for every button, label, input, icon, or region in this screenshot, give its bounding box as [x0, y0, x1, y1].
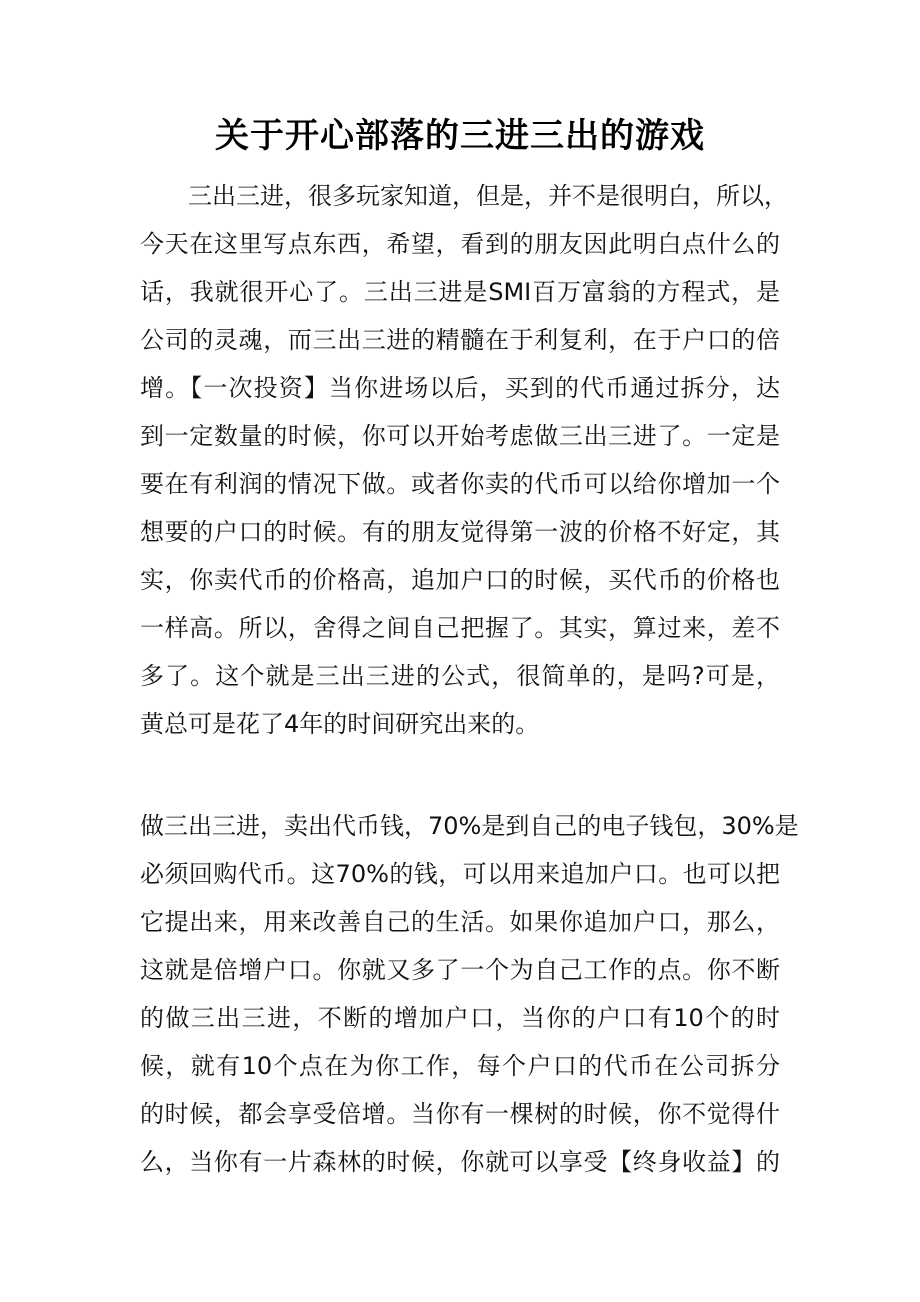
paragraph-1-line-11: 多了。这个就是三出三进的公式，很简单的，是吗?可是，: [140, 662, 780, 690]
paragraph-1-line-4: 公司的灵魂，而三出三进的精髓在于利复利，在于户口的倍: [140, 326, 780, 354]
paragraph-1-line-5: 增。【一次投资】当你进场以后，买到的代币通过拆分，达: [140, 374, 780, 402]
paragraph-2-line-4: 这就是倍增户口。你就又多了一个为自己工作的点。你不断: [140, 956, 780, 984]
paragraph-1-line-9: 实，你卖代币的价格高，追加户口的时候，买代币的价格也: [140, 566, 780, 594]
paragraph-2-line-3: 它提出来，用来改善自己的生活。如果你追加户口，那么，: [140, 908, 780, 936]
paragraph-1-line-3: 话，我就很开心了。三出三进是SMI百万富翁的方程式，是: [140, 278, 780, 306]
paragraph-1-line-1: 三出三进，很多玩家知道，但是，并不是很明白，所以，: [188, 182, 788, 210]
paragraph-1-line-12: 黄总可是花了4年的时间研究出来的。: [140, 710, 540, 738]
paragraph-1-line-7: 要在有利润的情况下做。或者你卖的代币可以给你增加一个: [140, 470, 780, 498]
paragraph-2-line-7: 的时候，都会享受倍增。当你有一棵树的时候，你不觉得什: [140, 1100, 780, 1128]
paragraph-2-line-2: 必须回购代币。这70%的钱，可以用来追加户口。也可以把: [140, 860, 780, 888]
page-title: 关于开心部落的三进三出的游戏: [215, 116, 705, 156]
paragraph-2-line-6: 候，就有10个点在为你工作，每个户口的代币在公司拆分: [140, 1052, 780, 1080]
paragraph-1-line-6: 到一定数量的时候，你可以开始考虑做三出三进了。一定是: [140, 422, 780, 450]
paragraph-1-line-2: 今天在这里写点东西，希望，看到的朋友因此明白点什么的: [140, 230, 780, 258]
paragraph-2-line-1: 做三出三进，卖出代币钱，70%是到自己的电子钱包，30%是: [140, 812, 799, 840]
paragraph-1-line-10: 一样高。所以，舍得之间自己把握了。其实，算过来，差不: [140, 614, 780, 642]
paragraph-2-line-8: 么，当你有一片森林的时候，你就可以享受【终身收益】的: [140, 1148, 780, 1176]
paragraph-2-line-5: 的做三出三进，不断的增加户口，当你的户口有10个的时: [140, 1004, 780, 1032]
paragraph-1-line-8: 想要的户口的时候。有的朋友觉得第一波的价格不好定，其: [140, 518, 780, 546]
